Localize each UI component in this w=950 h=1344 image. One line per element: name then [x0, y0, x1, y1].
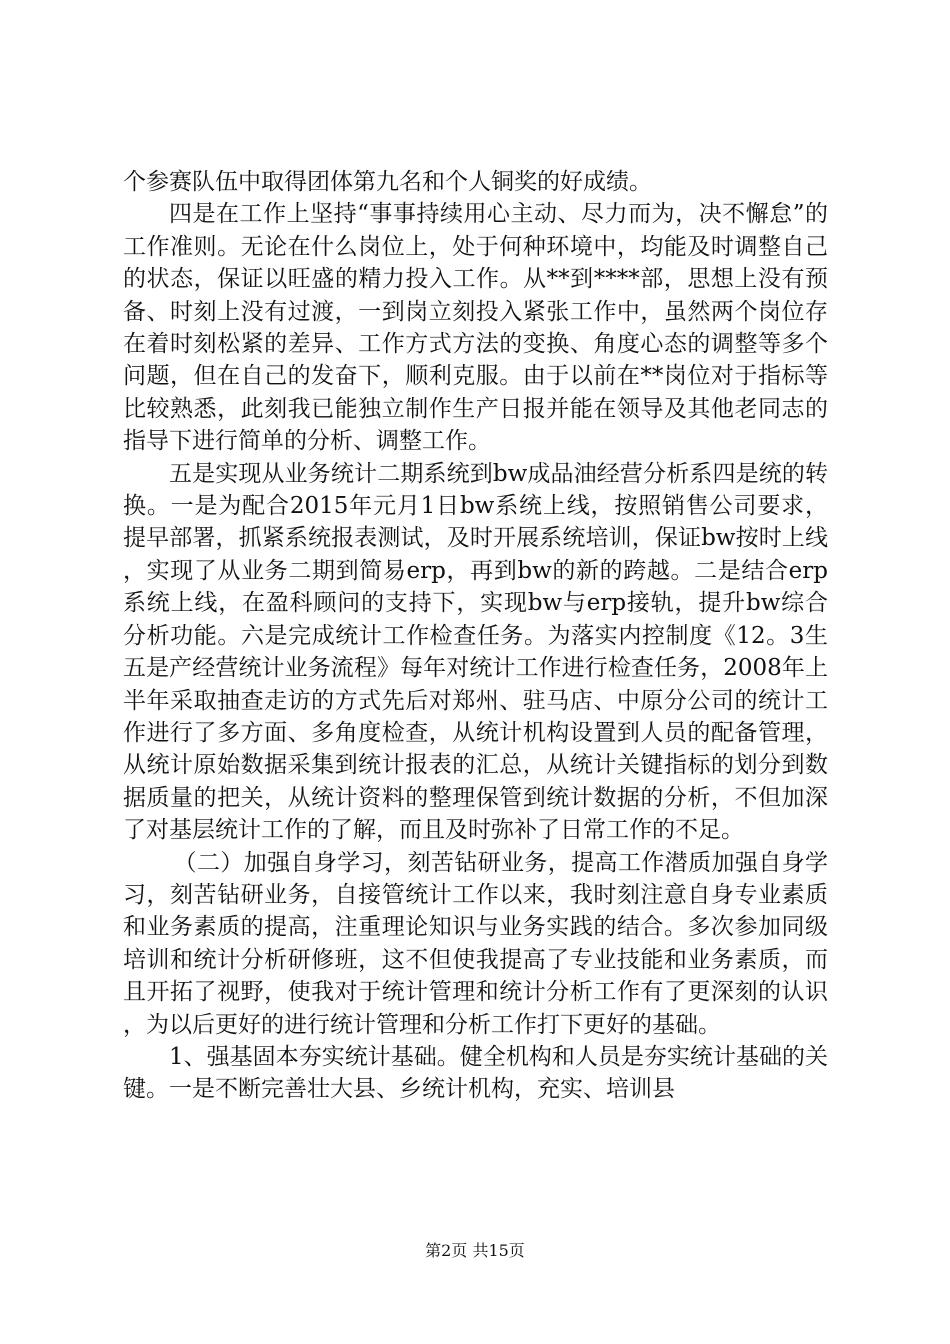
paragraph-continuation: 个参赛队伍中取得团体第九名和个人铜奖的好成绩。: [123, 169, 652, 195]
paragraph-self-study: （二）加强自身学习，刻苦钻研业务，提高工作潜质加强自身学习，刻苦钻研业务，自接管统计工作以来，我时刻注意自身专业素质和业务素质的提高，注重理论知识与业务实践的结合。多次参加同级培训和统计分析研修班，这不但使我提高了专业技能和业务素质，而且开拓了视野，使我对于统计管理和统计分析工作有了更深刻的认识，为以后更好的进行统计管理和分析工作打下更好的基础。: [123, 849, 828, 1038]
paragraph-statistics-foundation: 1、强基固本夯实统计基础。健全机构和人员是夯实统计基础的关键。一是不断完善壮大县、乡统计机构，充实、培训县: [123, 1043, 828, 1103]
paragraph-system-transition: 五是实现从业务统计二期系统到bw成品油经营分析系四是统的转换。一是为配合2015年元月1日bw系统上线，按照销售公司要求，提早部署，抓紧系统报表测试，及时开展系统培训，保证bw按时上线，实现了从业务二期到简易erp，再到bw的新的跨越。二是结合erp系统上线，在盈科顾问的支持下，实现bw与erp接轨，提升bw综合分析功能。六是完成统计工作检查任务。为落实内控制度《12。3生五是产经营统计业务流程》每年对统计工作进行检查任务，2008年上半年采取抽查走访的方式先后对郑州、驻马店、中原分公司的统计工作进行了多方面、多角度检查，从统计机构设置到人员的配备管理，从统计原始数据采集到统计报表的汇总，从统计关键指标的划分到数据质量的把关，从统计资料的整理保管到统计数据的分析，不但加深了对基层统计工作的了解，而且及时弥补了日常工作的不足。: [123, 460, 828, 844]
page-number-footer: 第2页 共15页: [425, 1241, 525, 1260]
paragraph-work-principle: 四是在工作上坚持“事事持续用心主动、尽力而为，决不懈怠”的工作准则。无论在什么岗位上，处于何种环境中，均能及时调整自己的状态，保证以旺盛的精力投入工作。从**到****部，思想上没有预备、时刻上没有过渡，一到岗立刻投入紧张工作中，虽然两个岗位存在着时刻松紧的差异、工作方式方法的变换、角度心态的调整等多个问题，但在自己的发奋下，顺利克服。由于以前在**岗位对于指标等比较熟悉，此刻我已能独立制作生产日报并能在领导及其他老同志的指导下进行简单的分析、调整工作。: [123, 201, 828, 455]
document-body: [123, 166, 828, 1106]
